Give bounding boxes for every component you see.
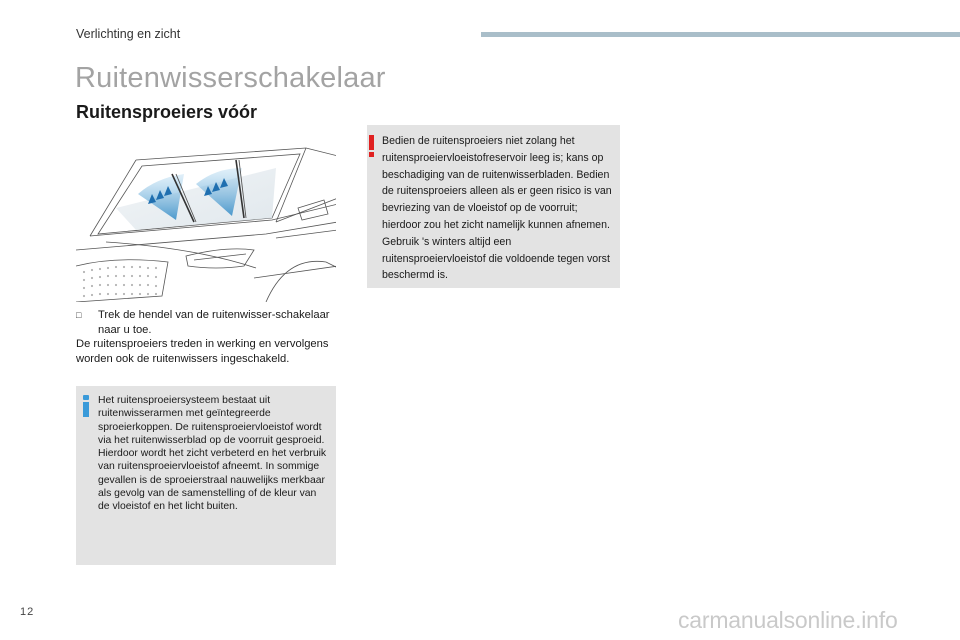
header-bar [481,32,960,37]
warning-text: Bedien de ruitensproeiers niet zolang het ruitensproeiervloeistofreservoir leeg is; kans op beschadiging van de ruitenwisserbladen. Bedien de ruitensproeiers alleen als er geen risico is van bevriezing van de vloeistof op de voorruit; hierdoor zou het zicht namelijk kunnen afnemen. Gebruik 's winters altijd een ruitensproeiervloeistof die voldoende tegen vorst beschermd is. [382,135,612,282]
info-text: Het ruitensproeiersysteem bestaat uit ruitenwisserarmen met geïntegreerde sproeierkoppen. De ruitensproeiervloeistof wordt via het ruitenwisserblad op de voorruit gesproeid. Hierdoor wordt het zicht verbeterd en het verbruik van ruitensproeiervloeistof afneemt. In sommige gevallen is de sproeierstraal nauwelijks merkbaar als gevolg van de samenstelling of de kleur van de vloeistof en het licht buiten. [98,395,327,513]
page-title: Ruitenwisserschakelaar [75,62,386,94]
instruction-step-text: Trek de hendel van de ruitenwisser-schakelaar naar u toe. [98,309,330,336]
section-label: Verlichting en zicht [76,27,181,41]
step-marker-icon: □ [76,310,82,320]
watermark: carmanualsonline.info [678,607,898,633]
instructions [76,308,338,366]
info-icon [83,395,91,417]
section-subtitle: Ruitensproeiers vóór [76,102,258,122]
page-number: 12 [20,606,35,618]
warning-box [367,125,620,288]
instruction-step [76,308,338,337]
car-windscreen-washer-illustration [76,138,336,302]
info-box [76,386,336,565]
warning-icon [369,135,375,157]
instruction-result-text: De ruitensproeiers treden in werking en vervolgens worden ook de ruitenwissers ingeschakeld. [76,338,329,365]
